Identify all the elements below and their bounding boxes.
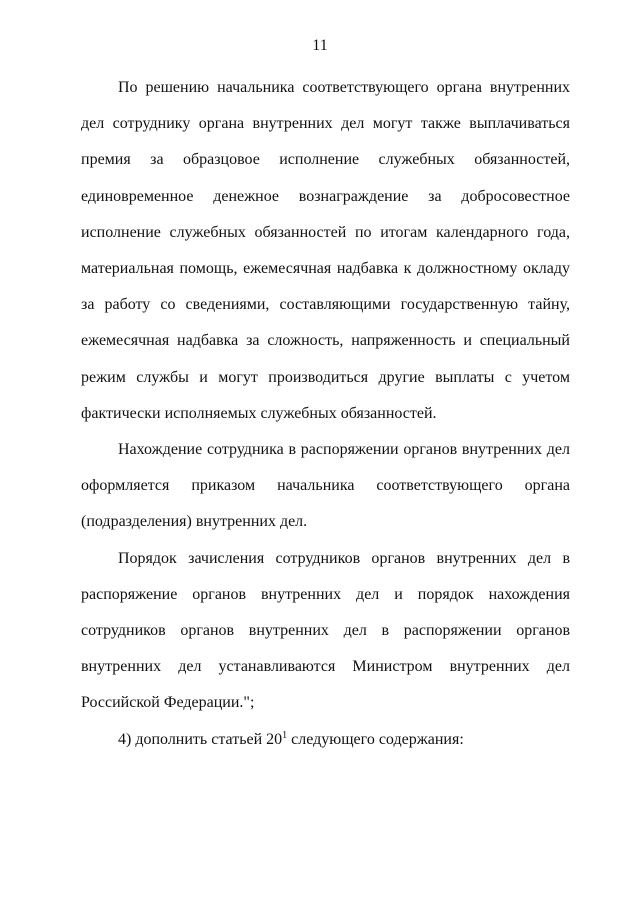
document-body: [81, 70, 570, 758]
paragraph-reserve-order: Нахождение сотрудника в распоряжении органов внутренних дел оформляется приказом начальника соответствующего органа (подразделения) внутренних дел.: [81, 441, 570, 531]
page-number: 11: [312, 37, 328, 54]
amendment-prefix: 4) дополнить статьей 20: [118, 730, 283, 748]
paragraph-amendment-item: [81, 722, 570, 758]
article-superscript: 1: [282, 729, 288, 741]
paragraph-reserve-procedure: Порядок зачисления сотрудников органов внутренних дел в распоряжение органов внутренних дел и порядок нахождения сотрудников органов внутренних дел в распоряжении органов внутренних дел устанавливаются Министром внутренних дел Российской Федерации.";: [81, 549, 570, 712]
amendment-suffix: следующего содержания:: [287, 730, 464, 748]
paragraph-bonus-payments: По решению начальника соответствующего органа внутренних дел сотруднику органа внутренних дел могут также выплачиваться премия за образцовое исполнение служебных обязанностей, единовременное денежное вознаграждение за добросовестное исполнение служебных обязанностей по итогам календарного года, материальная помощь, ежемесячная надбавка к должностному окладу за работу со сведениями, составляющими государственную тайну, ежемесячная надбавка за сложность, напряженность и специальный режим службы и могут производиться другие выплаты с учетом фактически исполняемых служебных обязанностей.: [81, 79, 570, 422]
